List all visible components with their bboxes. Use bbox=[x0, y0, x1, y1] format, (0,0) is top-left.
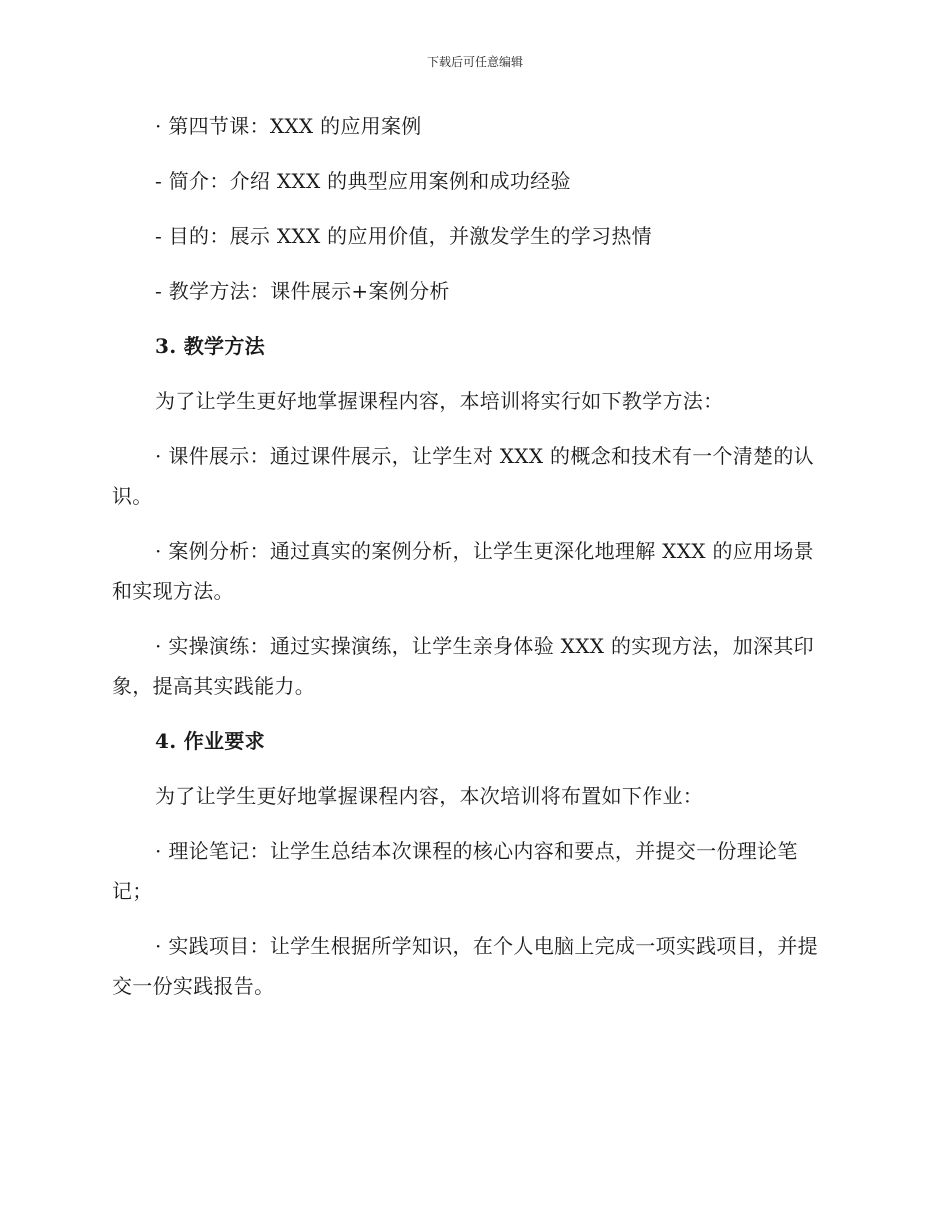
document-body bbox=[112, 106, 832, 1021]
homework-practice-project: · 实践项目：让学生根据所学知识，在个人电脑上完成一项实践项目，并提交一份实践报告。 bbox=[112, 934, 818, 998]
method-courseware: · 课件展示：通过课件展示，让学生对 XXX 的概念和技术有一个清楚的认识。 bbox=[112, 444, 814, 508]
method-practice: · 实操演练：通过实操演练，让学生亲身体验 XXX 的实现方法，加深其印象，提高其实践能力。 bbox=[112, 634, 814, 698]
teaching-methods-intro: 为了让学生更好地掌握课程内容，本培训将实行如下教学方法： bbox=[155, 389, 724, 413]
page-header: 下载后可任意编辑 bbox=[426, 55, 523, 69]
lesson-four-method: - 教学方法：课件展示+案例分析 bbox=[155, 279, 450, 303]
homework-intro: 为了让学生更好地掌握课程内容，本次培训将布置如下作业： bbox=[155, 784, 704, 808]
section-heading-homework: 4. 作业要求 bbox=[155, 729, 265, 753]
lesson-four-purpose: - 目的：展示 XXX 的应用价值，并激发学生的学习热情 bbox=[155, 224, 652, 248]
method-case-analysis: · 案例分析：通过真实的案例分析，让学生更深化地理解 XXX 的应用场景和实现方法。 bbox=[112, 539, 814, 603]
section-heading-teaching-methods: 3. 教学方法 bbox=[155, 334, 265, 358]
homework-theory-notes: · 理论笔记：让学生总结本次课程的核心内容和要点，并提交一份理论笔记； bbox=[112, 839, 798, 903]
lesson-four-title: · 第四节课：XXX 的应用案例 bbox=[155, 114, 422, 138]
lesson-four-intro: - 简介：介绍 XXX 的典型应用案例和成功经验 bbox=[155, 169, 571, 193]
